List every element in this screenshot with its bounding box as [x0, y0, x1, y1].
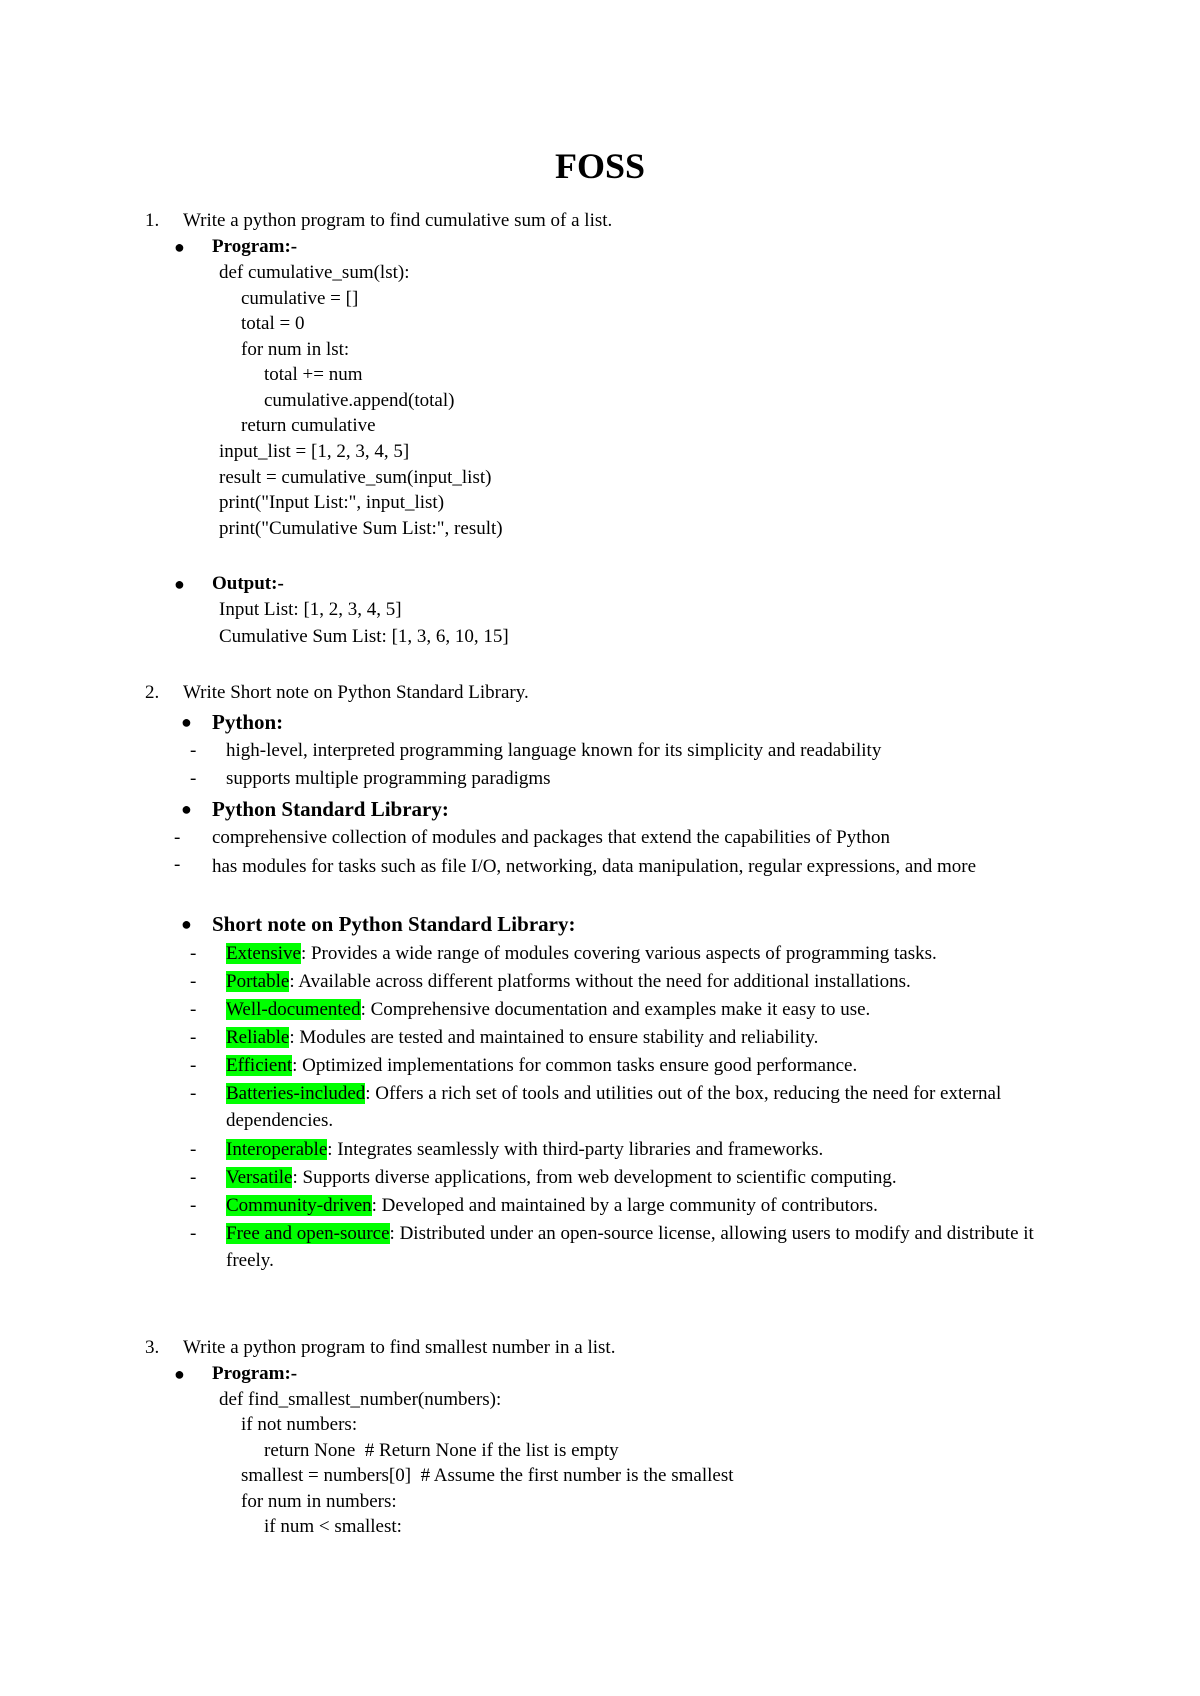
- bullet-icon: ●: [174, 237, 185, 257]
- python-heading: Python:: [212, 710, 284, 734]
- question-1-text: Write a python program to find cumulative sum of a list.: [183, 210, 613, 231]
- feature-desc: : Comprehensive documentation and examples make it easy to use.: [360, 999, 871, 1020]
- q1-code-line: cumulative = []: [241, 288, 359, 309]
- feature-item: [226, 1026, 818, 1050]
- q1-code-line: return cumulative: [241, 415, 376, 436]
- bullet-icon: ●: [181, 712, 192, 732]
- dash-marker: -: [190, 1167, 197, 1188]
- dash-marker: -: [190, 943, 197, 964]
- feature-term: Portable: [226, 971, 290, 992]
- q3-code-line: def find_smallest_number(numbers):: [219, 1389, 502, 1410]
- q1-code-line: total = 0: [241, 313, 305, 334]
- question-1-number: 1.: [145, 210, 160, 231]
- feature-term: Versatile: [226, 1167, 293, 1188]
- dash-marker: -: [190, 1027, 197, 1048]
- feature-term: Reliable: [226, 1027, 290, 1048]
- feature-term: Free and open-source: [226, 1223, 390, 1244]
- psl-point: has modules for tasks such as file I/O, networking, data manipulation, regular expressions, and more: [212, 856, 977, 877]
- q1-code-line: print("Input List:", input_list): [219, 492, 445, 513]
- q1-code-line: total += num: [264, 364, 363, 385]
- feature-desc: : Distributed under an open-source license, allowing users to modify and distribute it freely.: [226, 1223, 1034, 1271]
- feature-desc: : Modules are tested and maintained to ensure stability and reliability.: [289, 1027, 819, 1048]
- feature-term: Community-driven: [226, 1195, 372, 1216]
- question-3-number: 3.: [145, 1337, 160, 1358]
- feature-item: [226, 942, 937, 966]
- q3-code-line: smallest = numbers[0] # Assume the first number is the smallest: [241, 1465, 734, 1486]
- q1-code-line: cumulative.append(total): [264, 390, 455, 411]
- q1-output-line: Cumulative Sum List: [1, 3, 6, 10, 15]: [219, 626, 509, 647]
- bullet-icon: ●: [181, 914, 192, 934]
- dash-marker: -: [190, 1083, 197, 1104]
- q1-program-label: Program:-: [212, 236, 298, 257]
- feature-item: [226, 1166, 897, 1190]
- dash-marker: -: [190, 1195, 197, 1216]
- bullet-icon: ●: [181, 799, 192, 819]
- feature-term: Extensive: [226, 943, 301, 964]
- bullet-icon: ●: [174, 1364, 185, 1384]
- q3-code-line: if not numbers:: [241, 1414, 358, 1435]
- psl-point: comprehensive collection of modules and packages that extend the capabilities of Python: [212, 827, 890, 848]
- dash-marker: -: [190, 1055, 197, 1076]
- q1-code-line: def cumulative_sum(lst):: [219, 262, 410, 283]
- q1-output-label: Output:-: [212, 573, 284, 594]
- psl-heading: Python Standard Library:: [212, 797, 449, 821]
- document-title: FOSS: [554, 146, 646, 186]
- feature-desc: : Integrates seamlessly with third-party libraries and frameworks.: [327, 1139, 824, 1160]
- dash-marker: -: [190, 1223, 197, 1244]
- feature-desc: : Supports diverse applications, from web development to scientific computing.: [292, 1167, 897, 1188]
- feature-desc: : Offers a rich set of tools and utilities out of the box, reducing the need for external dependencies.: [226, 1083, 1002, 1131]
- feature-item: [226, 970, 911, 994]
- q3-code-line: return None # Return None if the list is empty: [264, 1440, 619, 1461]
- dash-marker: -: [174, 827, 181, 848]
- feature-term: Well-documented: [226, 999, 361, 1020]
- q1-code-line: result = cumulative_sum(input_list): [219, 467, 492, 488]
- q1-code-line: for num in lst:: [241, 339, 350, 360]
- feature-term: Efficient: [226, 1055, 293, 1076]
- q3-program-label: Program:-: [212, 1363, 298, 1384]
- question-2-text: Write Short note on Python Standard Library.: [183, 682, 529, 703]
- dash-marker: -: [190, 740, 197, 761]
- feature-term: Interoperable: [226, 1139, 328, 1160]
- feature-desc: : Optimized implementations for common tasks ensure good performance.: [292, 1055, 858, 1076]
- question-3-text: Write a python program to find smallest number in a list.: [183, 1337, 616, 1358]
- feature-item: [226, 998, 870, 1022]
- q1-output-line: Input List: [1, 2, 3, 4, 5]: [219, 599, 402, 620]
- question-2-number: 2.: [145, 682, 160, 703]
- feature-desc: : Developed and maintained by a large community of contributors.: [371, 1195, 878, 1216]
- feature-item: [226, 1138, 823, 1162]
- q3-code-line: for num in numbers:: [241, 1491, 397, 1512]
- dash-marker: -: [190, 999, 197, 1020]
- feature-desc: : Provides a wide range of modules covering various aspects of programming tasks.: [300, 943, 937, 964]
- dash-marker: -: [190, 1139, 197, 1160]
- short-note-heading: Short note on Python Standard Library:: [212, 912, 576, 936]
- feature-item: [226, 1220, 1078, 1274]
- feature-item: [226, 1080, 1078, 1134]
- feature-item: [226, 1194, 878, 1218]
- python-point: supports multiple programming paradigms: [226, 768, 551, 789]
- dash-marker: -: [190, 971, 197, 992]
- q1-code-line: print("Cumulative Sum List:", result): [219, 518, 503, 539]
- dash-marker: -: [190, 768, 197, 789]
- q3-code-line: if num < smallest:: [264, 1516, 402, 1537]
- dash-marker: -: [174, 854, 181, 875]
- bullet-icon: ●: [174, 574, 185, 594]
- feature-item: [226, 1054, 857, 1078]
- feature-desc: : Available across different platforms without the need for additional installations.: [289, 971, 911, 992]
- python-point: high-level, interpreted programming language known for its simplicity and readability: [226, 740, 882, 761]
- q1-code-line: input_list = [1, 2, 3, 4, 5]: [219, 441, 410, 462]
- feature-term: Batteries-included: [226, 1083, 366, 1104]
